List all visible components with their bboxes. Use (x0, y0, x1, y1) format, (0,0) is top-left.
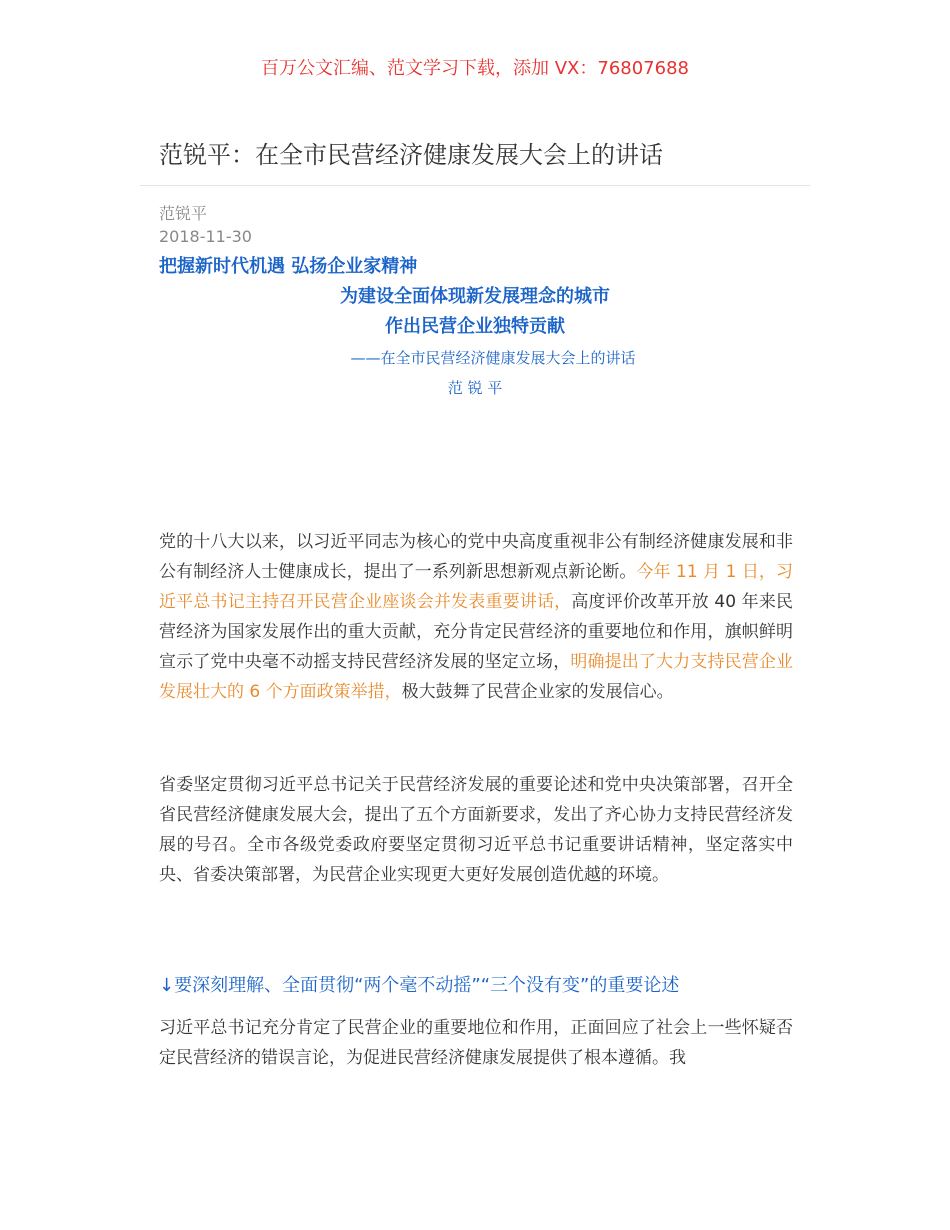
headline-line-2: 为建设全面体现新发展理念的城市 (340, 286, 610, 307)
publish-date: 2018-11-30 (159, 227, 252, 246)
speaker-name: 范 锐 平 (447, 379, 503, 397)
paragraph-1-text-a: 党的十八大以来，以习近平同志为核心的党中央高度重视非公有制经济健康发展和非公有制经济人士健康成长，提出了一系列新思想新观点新论断。 (159, 532, 793, 582)
highlight-text-1: 今年 11 月 1 日，习近平总书记主持召开民营企业座谈会并发表重要讲话， (159, 562, 793, 612)
paragraph-1-text-c: 高度评价改革开放 40 年来民营经济为国家发展作出的重大贡献，充分肯定民营经济的重要地位和作用，旗帜鲜明宣示了党中央毫不动摇支持民营经济发展的坚定立场， (159, 592, 793, 672)
author-name: 范锐平 (159, 204, 208, 223)
body-paragraph-3: 习近平总书记充分肯定了民营企业的重要地位和作用，正面回应了社会上一些怀疑否定民营经济的错误言论，为促进民营经济健康发展提供了根本遵循。我 (159, 1018, 793, 1068)
speech-subtitle: ——在全市民营经济健康发展大会上的讲话 (350, 349, 636, 367)
highlight-text-2: 明确提出了大力支持民营企业发展壮大的 6 个方面政策举措， (159, 652, 794, 702)
headline-line-1: 把握新时代机遇 弘扬企业家精神 (159, 256, 418, 277)
watermark-banner: 百万公文汇编、范文学习下载，添加 VX：76807688 (261, 58, 689, 79)
body-paragraph-1 (159, 527, 793, 707)
title-divider (140, 185, 810, 186)
paragraph-1-text-e: 极大鼓舞了民营企业家的发展信心。 (401, 682, 674, 702)
section-heading: ↓要深刻理解、全面贯彻“两个毫不动摇”“三个没有变”的重要论述 (159, 975, 680, 996)
headline-line-3: 作出民营企业独特贡献 (385, 316, 565, 337)
body-paragraph-2: 省委坚定贯彻习近平总书记关于民营经济发展的重要论述和党中央决策部署，召开全省民营经济健康发展大会，提出了五个方面新要求，发出了齐心协力支持民营经济发展的号召。全市各级党委政府要坚定贯彻习近平总书记重要讲话精神，坚定落实中央、省委决策部署，为民营企业实现更大更好发展创造优越的环境。 (159, 775, 793, 885)
page-title: 范锐平：在全市民营经济健康发展大会上的讲话 (159, 141, 663, 169)
